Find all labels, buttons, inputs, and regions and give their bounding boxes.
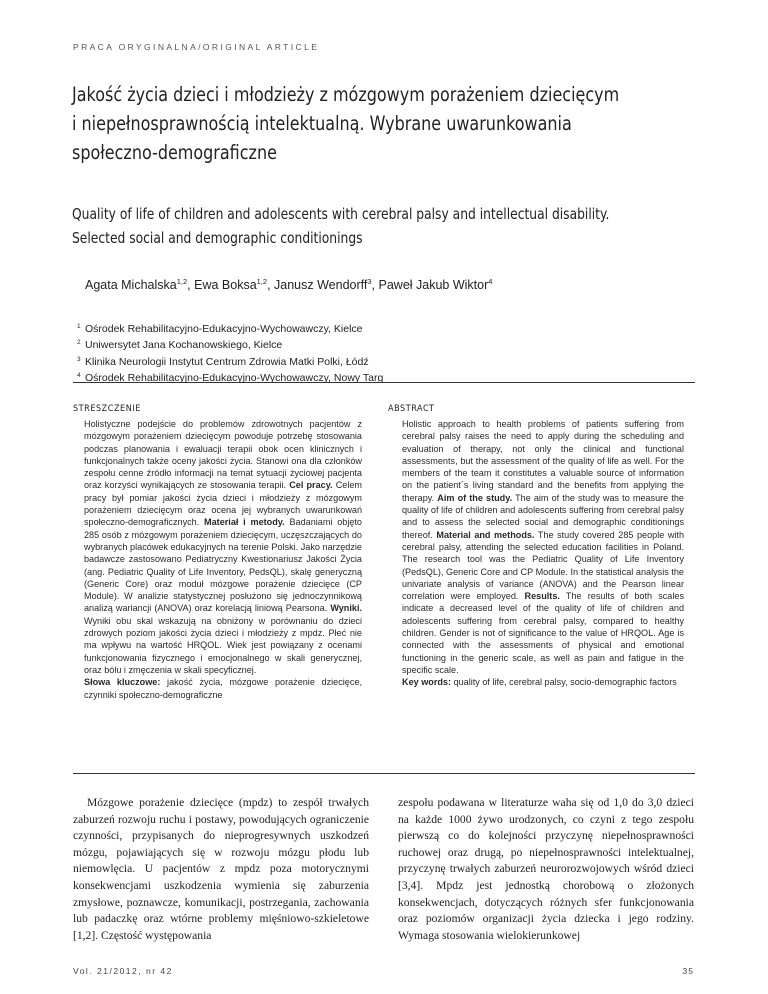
affiliation (77, 353, 383, 369)
title-english-line: Quality of life of children and adolescents with cerebral palsy and intellectual disability. (72, 205, 610, 223)
author-name: Paweł Jakub Wiktor (378, 278, 489, 292)
author-affil-ref: 3 (367, 277, 372, 286)
abstract-keywords: jakość życia, mózgowe porażenie dziecięce, czynniki społeczno-demograficzne (84, 677, 362, 700)
abstract-heading-english: ABSTRACT (388, 404, 435, 414)
abstract-english (402, 418, 684, 689)
abstract-methods-label: Materiał i metody. (204, 517, 285, 528)
title-polish-line: społeczno-demograficzne (72, 141, 277, 164)
section-tag: PRACA ORYGINALNA/ORIGINAL ARTICLE (73, 42, 320, 52)
affiliation-number: 1 (77, 323, 81, 330)
author-name: Agata Michalska (85, 278, 177, 292)
page-number: 35 (682, 966, 694, 976)
body-column-right: zespołu podawana w literaturze waha się od 1,0 do 3,0 dzieci na każde 1000 żywo urodzonych, co czyni z tego zespołu pierwszą co do kolejności przyczynę niepełnosprawności ruchowej oraz drugą, po niepełnosprawności intelektualnej, przyczynę trwałych zaburzeń neurorozwojowych wśród dzieci [3,4]. Mpdz jest jednostką chorobową o złożonych konsekwencjach, dotyczących różnych sfer funkcjonowania oraz poziomów organizacji życia dziecka i jego rodziny. Wymaga stosowania wielokierunkowej (398, 796, 694, 942)
abstract-intro: Holistic approach to health problems of patients suffering from cerebral palsy raises the need to apply during the scheduling and evaluation of therapy, not only the clinical and functional assessments, but the assessment of the quality of life as well. For the members of the team it constitutes a valuable source of information on the patient´s living standard and the benefits from applying the therapy. (402, 419, 684, 503)
affiliation-list (77, 320, 384, 386)
abstract-aim: Celem pracy był pomiar jakości życia dzieci i młodzieży z mózgowym porażeniem dziecięcym oraz ocena jej wybranych uwarunkowań społeczno-demograficznych. (84, 480, 363, 528)
affiliation-number: 2 (77, 339, 81, 347)
affiliation (77, 320, 383, 336)
affiliation-text: Ośrodek Rehabilitacyjno-Edukacyjno-Wychowawczy, Kielce (85, 323, 363, 335)
author-affil-ref: 1,2 (176, 277, 188, 286)
affiliation-text: Uniwersytet Jana Kochanowskiego, Kielce (85, 339, 283, 352)
abstract-results: Wyniki obu skal wskazują na obniżony w porównaniu do dzieci zdrowych poziom jakości życia dzieci i młodzieży z mpdz. Płeć nie ma wpływu na wartość HRQOL. Wiek jest powiązany z ocenami funkcjonowania fizycznego i emocjonalnego w skali generycznej, oraz bólu i zmęczenia w skali specyficznej. (84, 615, 362, 675)
abstract-keywords: quality of life, cerebral palsy, socio-demographic factors (453, 677, 677, 688)
abstract-methods: Badaniami objęto 285 osób z mózgowym porażeniem dziecięcym, uczęszczających do wybranych placówek edukacyjnych na terenie Polski. Jako narzędzie badawcze zastosowano Pediatryczny Kwestionariusz Jakości Życia (ang. Pediatric Quality of Life Inventory, PedsQL), skalę generyczną (Generic Core) oraz moduł mózgowe porażenie dziecięce (CP Module). W analizie statystycznej posłużono się jednoczynnikową analizą wariancji (ANOVA) oraz korelacją liniową Pearsona. (84, 517, 362, 614)
abstract-intro: Holistyczne podejście do problemów zdrowotnych pacjentów z mózgowym porażeniem dziecięcym powoduje potrzebę stosowania podczas planowania i ewaluacji terapii obok ocen klinicznych i funkcjonalnych także oceny jakości życia. Stanowi ona dla członków zespołu cenne źródło informacji na temat sytuacji życiowej pacjenta oraz korzyści wynikających ze stosowania terapii. (84, 419, 362, 491)
divider-bottom (73, 773, 695, 774)
author-list: Agata Michalska$^{1,2}$, Ewa Boksa$^{1,2}$, Janusz Wendorff$^3$, Paweł Jakub Wiktor$^4$ (85, 277, 493, 292)
abstract-keywords-label: Key words: (402, 677, 452, 688)
title-polish (72, 80, 712, 167)
abstract-aim-label: Cel pracy. (289, 480, 333, 491)
affiliation (77, 369, 384, 385)
body-column-left: Mózgowe porażenie dziecięce (mpdz) to zespół trwałych zaburzeń rozwoju ruchu i postawy, powodujących ograniczenie czynności, przypisanych do nieprogresywnych uszkodzeń mózgu, pojawiających się w rozwoju mózgu płodu lub niemowlęcia. U pacjentów z mpdz poza motorycznymi konsekwencjami uszkodzenia wymienia się zaburzenia zmysłowe, poznawcze, komunikacji, postrzegania, zachowania lub padaczkę oraz wtórne problemy mięśniowo-szkieletowe [1,2]. Częstość występowania (73, 796, 369, 942)
abstract-aim: The aim of the study was to measure the quality of life of children and adolescents suffering from cerebral palsy and to assess the selected social and demographic conditionings thereof. (402, 492, 684, 540)
affiliation-number: 4 (77, 372, 81, 380)
title-polish-line: Jakość życia dzieci i młodzieży z mózgowym porażeniem dziecięcym (72, 83, 620, 106)
abstract-polish (84, 418, 362, 701)
abstract-methods: The study covered 285 people with cerebral palsy, attending the selected education facilities in Poland. The research tool was the Pediatric Quality of Life Inventory (PedsQL), Generic Core and CP Module. In the statistical analysis the univariate analysis of variance (ANOVA) and the Pearson linear correlation were employed. (402, 529, 685, 602)
divider-top (73, 382, 695, 383)
affiliation-number: 3 (77, 355, 81, 363)
author-affil-ref: 4 (488, 277, 493, 286)
title-polish-line: i niepełnosprawnością intelektualną. Wybrane uwarunkowania (72, 112, 572, 135)
abstract-heading-polish: STRESZCZENIE (73, 404, 141, 414)
author-name: Ewa Boksa (194, 278, 257, 292)
author-affil-ref: 1,2 (256, 277, 268, 286)
abstract-aim-label: Aim of the study. (437, 492, 513, 503)
title-english-line: Selected social and demographic conditionings (72, 229, 363, 247)
abstract-results-label: Results. (524, 591, 560, 602)
title-english (72, 202, 712, 250)
affiliation (77, 336, 383, 352)
abstract-results: The results of both scales indicate a decreased level of the quality of life of children and adolescents suffering from cerebral palsy, compared to healthy children. Gender is not of significance to the value of HRQOL. Age is connected with the assessments of physical and emotional functioning in the generic scale, as well as pain and fatigue in the specific scale. (402, 591, 684, 675)
journal-issue: Vol. 21/2012, nr 42 (73, 966, 173, 976)
affiliation-text: Ośrodek Rehabilitacyjno-Edukacyjno-Wychowawczy, Nowy Targ (85, 372, 384, 385)
affiliation-text: Klinika Neurologii Instytut Centrum Zdrowia Matki Polki, Łódź (85, 355, 369, 368)
abstract-keywords-label: Słowa kluczowe: (84, 677, 161, 688)
abstract-results-label: Wyniki. (330, 603, 362, 614)
abstract-methods-label: Material and methods. (436, 529, 535, 540)
author-name: Janusz Wendorff (274, 278, 368, 292)
